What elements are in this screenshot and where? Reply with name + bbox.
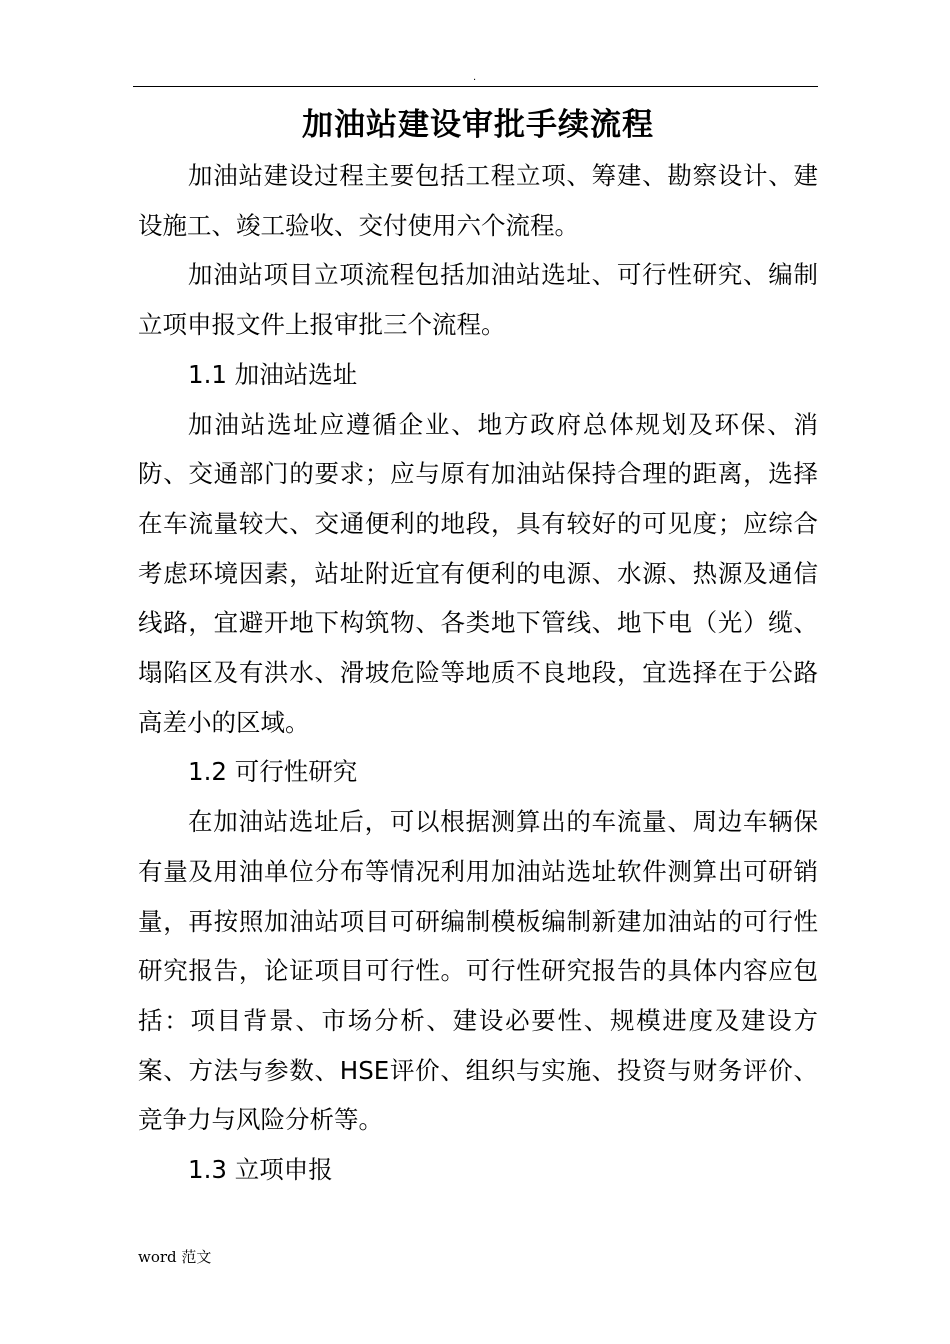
section-body-1-2: 在加油站选址后，可以根据测算出的车流量、周边车辆保有量及用油单位分布等情况利用加油站选址软件测算出可研销量，再按照加油站项目可研编制模板编制新建加油站的可行性研究报告，论证项目可行性。可行性研究报告的具体内容应包括：项目背景、市场分析、建设必要性、规模进度及建设方案、方法与参数、HSE评价、组织与实施、投资与财务评价、竞争力与风险分析等。 (138, 807, 818, 1135)
header-rule (133, 86, 818, 87)
document-title: 加油站建设审批手续流程 (302, 107, 654, 143)
section-body-1-1: 加油站选址应遵循企业、地方政府总体规划及环保、消防、交通部门的要求；应与原有加油站保持合理的距离，选择在车流量较大、交通便利的地段，具有较好的可见度；应综合考虑环境因素，站址附近宜有便利的电源、水源、热源及通信线路，宜避开地下构筑物、各类地下管线、地下电（光）缆、塌陷区及有洪水、滑坡危险等地质不良地段，宜选择在于公路高差小的区域。 (138, 409, 818, 737)
document-body (138, 101, 818, 1195)
section-heading-1-2: 1.2 可行性研究 (188, 757, 358, 787)
page-footer: word 范文 (138, 1248, 212, 1266)
section-heading-1-1: 1.1 加油站选址 (188, 359, 358, 389)
intro-paragraph-1: 加油站建设过程主要包括工程立项、筹建、勘察设计、建设施工、竣工验收、交付使用六个流程。 (138, 161, 818, 240)
intro-paragraph-2: 加油站项目立项流程包括加油站选址、可行性研究、编制立项申报文件上报审批三个流程。 (138, 260, 818, 340)
section-heading-1-3: 1.3 立项申报 (188, 1155, 333, 1185)
header-dot: . (473, 72, 477, 83)
